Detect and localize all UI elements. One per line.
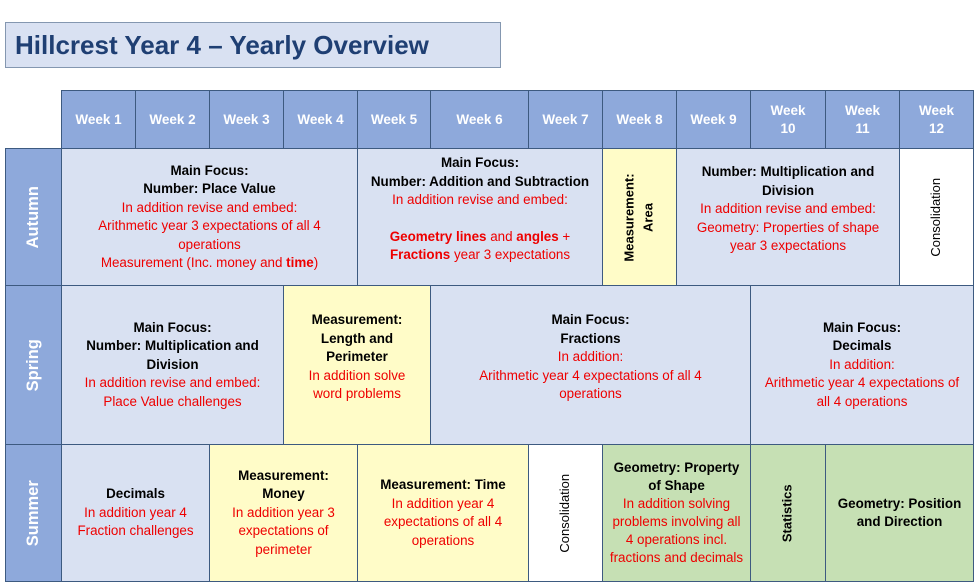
text-part: angles [516,228,559,244]
cell-topic: Area [640,202,656,232]
spring-multiplication [61,285,284,445]
text-part: year 3 expectations [450,247,571,262]
cell-text: In addition revise and embed: [84,375,261,391]
week-header-8 [602,90,677,149]
cell-text [390,246,570,265]
cell-heading: Main Focus: [133,319,212,335]
cell-heading: Main Focus: [822,319,902,335]
week-header-5 [357,90,431,149]
cell-topic: Decimals [832,338,892,354]
cell-topic: Number: Place Value [143,181,276,196]
cell-text: In addition year 4 Fraction challenges [77,504,194,539]
cell-topic: Decimals [106,486,165,502]
week-label: Week 5 [370,111,418,127]
cell-topic: Measurement: Length and Perimeter [311,312,403,364]
term-label: Autumn [24,185,43,249]
summer-property-of-shape [602,444,751,582]
cell-topic: Geometry: Property of Shape [613,460,740,493]
term-summer [5,444,62,582]
cell-text: In addition: [557,349,624,364]
term-autumn [5,148,62,286]
cell-text: Arithmetic year 3 expectations of all 4 operations [98,218,321,252]
week-label: Week 2 [149,111,196,127]
week-header-10 [750,90,826,149]
week-label: Week 9 [690,111,737,127]
summer-time [357,444,529,582]
week-label: Week 7 [542,111,589,127]
rotated-text: Consolidation [557,473,573,553]
week-header-7 [528,90,603,149]
autumn-multiplication [676,148,900,286]
cell-text [101,254,318,273]
summer-decimals [61,444,210,582]
summer-position-direction [825,444,974,582]
cell-text: In addition revise and embed: [700,201,876,216]
cell-text: In addition solving problems involving all 4 operations incl. fractions and decimals [609,496,744,565]
autumn-area [602,148,677,286]
cell-heading: Main Focus: [170,162,249,178]
term-label: Summer [24,479,43,547]
summer-statistics [750,444,826,582]
autumn-addition-subtraction [357,148,603,286]
week-label: Week 1 [75,111,122,127]
week-header-4 [283,90,358,149]
week-header-3 [209,90,284,149]
text-part: + [558,228,571,244]
week-label: Week 6 [456,111,503,127]
text-part: Fractions [389,247,451,262]
text-part: time [286,255,314,270]
cell-topic: Fractions [560,330,621,346]
cell-topic: Number: Multiplication and Division [701,164,875,198]
spring-fractions [430,285,751,445]
cell-text: In addition: [829,356,895,372]
week-header-6 [430,90,529,149]
text-part: and [486,228,517,244]
week-label: Week 8 [616,111,663,127]
week-label: Week 10 [770,102,806,136]
week-header-12 [899,90,974,149]
week-header-9 [676,90,751,149]
cell-heading: Main Focus: [440,155,520,170]
cell-topic: Measurement: [622,172,638,262]
summer-consolidation [528,444,603,582]
rotated-text: Consolidation [928,177,944,257]
text-part: Geometry lines [389,228,487,244]
text-part: Measurement (Inc. money and [100,255,287,270]
cell-topic: Number: Multiplication and Division [86,338,259,372]
cell-text: Place Value challenges [103,393,242,409]
cell-topic: Measurement: Money [238,467,329,502]
cell-topic: Number: Addition and Subtraction [370,173,590,189]
term-spring [5,285,62,445]
title-text: Hillcrest Year 4 – Yearly Overview [15,29,429,60]
autumn-place-value [61,148,358,286]
rotated-text: Statistics [779,484,795,542]
text-part: ) [313,255,319,270]
cell-text: In addition year 4 expectations of all 4 operations [383,495,503,548]
cell-text: In addition revise and embed: [392,192,568,207]
summer-money [209,444,358,582]
spring-decimals [750,285,974,445]
cell-text: Geometry: Properties of shape year 3 expectations [696,219,880,253]
week-label: Week 12 [918,102,955,136]
cell-text [390,228,571,247]
cell-heading: Main Focus: [551,312,630,327]
week-header-11 [825,90,900,149]
cell-text: In addition year 3 expectations of perimeter [232,504,335,557]
rotated-text [621,173,658,261]
cell-text: Arithmetic year 4 expectations of all 4 operations [479,367,702,401]
cell-text: Arithmetic year 4 expectations of all 4 operations [764,375,960,409]
cell-topic: Geometry: Position and Direction [837,495,962,529]
cell-text: In addition revise and embed: [121,199,298,215]
week-label: Week 4 [297,111,344,127]
week-header-2 [135,90,210,149]
cell-text: In addition solve word problems [308,367,406,401]
week-header-1 [61,90,136,149]
autumn-consolidation [899,148,974,286]
week-label: Week 3 [223,111,270,127]
week-label: Week 11 [844,102,881,136]
cell-topic: Measurement: Time [380,477,506,492]
term-label: Spring [24,338,43,392]
spring-length-perimeter [283,285,431,445]
